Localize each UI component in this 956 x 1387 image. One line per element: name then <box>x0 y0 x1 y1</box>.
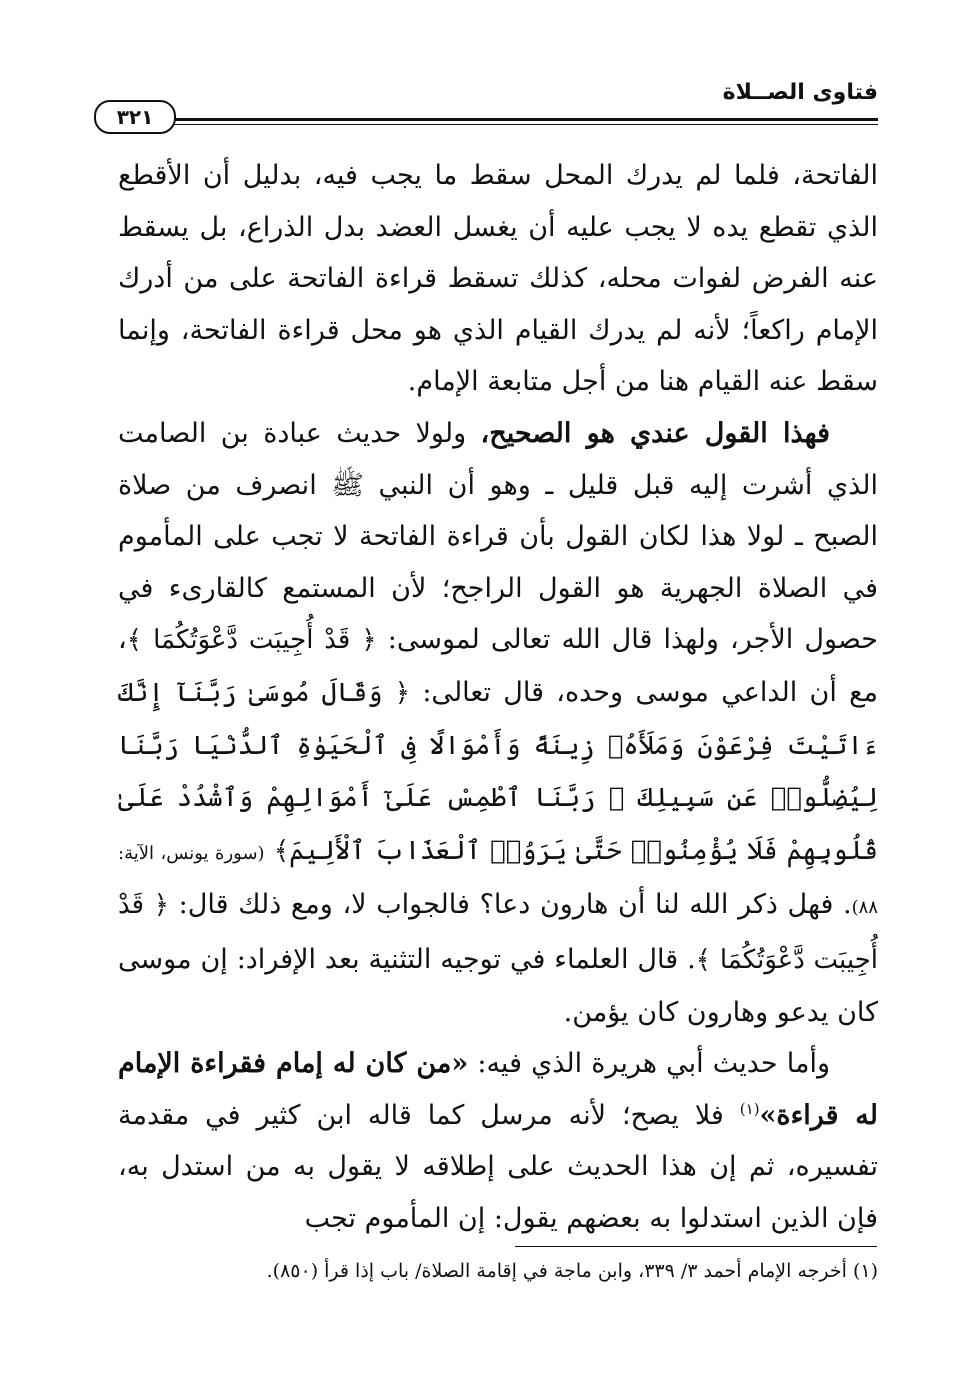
header-rule-thin <box>174 124 878 125</box>
ornate-bracket-close: ﴾ <box>695 944 711 975</box>
paragraph-2-text-b: ، مع أن الداعي موسى وحده، قال تعالى: <box>118 624 878 708</box>
paragraph-1: الفاتحة، فلما لم يدرك المحل سقط ما يجب فيه، بدليل أن الأقطع الذي تقطع يده لا يجب عليه أن يغسل العضد بدل الذراع، بل يسقط عنه الفرض لفوات محله، كذلك تسقط قراءة الفاتحة على من أدرك الإمام راكعاً؛ لأنه لم يدرك القيام الذي هو محل قراءة الفاتحة، وإنما سقط عنه القيام هنا من أجل متابعة الإمام. <box>118 160 878 398</box>
hadith-quote: «من كان له إمام فقراءة الإمام له قراءة» <box>118 1048 879 1131</box>
ornate-bracket-close: ﴾ <box>273 835 290 866</box>
paragraph-2-text-d: . قال العلماء في توجيه التثنية بعد الإفراد: إن موسى كان يدعو وهارون كان يؤمن. <box>118 943 878 1028</box>
main-text <box>118 150 878 1244</box>
quran-quote-short: قَدْ أُجِيبَت دَّعْوَتُكُمَا <box>153 625 351 656</box>
paragraph-3-text-b: فلا يصح؛ لأنه مرسل كما قاله ابن كثير في مقدمة تفسيره، ثم إن هذا الحديث على إطلاقه لا يقول به من استدل به، فإن الذين استدلوا به بعضهم يقول: إن المأموم تجب <box>118 1099 878 1234</box>
ornate-bracket-open: ﴿ <box>394 677 411 708</box>
paragraph-2-text-a: ولولا حديث عبادة بن الصامت الذي أشرت إليه قبل قليل ـ وهو أن النبي ﷺ انصرف من صلاة الصبح ـ لولا هذا لكان القول بأن قراءة الفاتحة لا تجب على المأموم في الصلاة الجهرية هو القول الراجح؛ لأن المستمع كالقارىء في حصول الأجر، ولهذا قال الله تعالى لموسى: <box>118 417 878 656</box>
quran-quote-short-repeat: قَدْ أُجِيبَت دَّعْوَتُكُمَا <box>118 890 878 975</box>
ornate-bracket-close: ﴾ <box>126 625 142 656</box>
page-header <box>88 78 878 128</box>
running-title: فتاوى الصــلاة <box>722 80 878 105</box>
paragraph-3 <box>118 1038 878 1244</box>
ornate-bracket-open: ﴿ <box>361 625 377 656</box>
quran-verse: وَقَالَ مُوسَىٰ رَبَّنَآ إِنَّكَ ءَاتَيْتَ فِرْعَوْنَ وَمَلَأَهُۥ زِينَةً وَأَمْوَالًا فِى ٱلْحَيَوٰةِ ٱلدُّنْيَا رَبَّنَا لِيُضِلُّوا۟ عَن سَبِيلِكَ ۖ رَبَّنَا ٱطْمِسْ عَلَىٰٓ أَمْوَالِهِمْ وَٱشْدُدْ عَلَىٰ قُلُوبِهِمْ فَلَا يُؤْمِنُوا۟ حَتَّىٰ يَرَوُا۟ ٱلْعَذَابَ ٱلْأَلِيمَ <box>118 677 878 866</box>
footnote-reference: (١) <box>739 1099 760 1118</box>
footnote: (١) أخرجه الإمام أحمد ٣/ ٣٣٩، وابن ماجة في إقامة الصلاة/ باب إذا قرأ (٨٥٠). <box>266 1260 878 1282</box>
page-number: ٣٢١ <box>94 100 176 134</box>
paragraph-2 <box>118 408 878 1038</box>
ornate-bracket-open: ﴿ <box>153 890 169 921</box>
paragraph-2-text-c: . فهل ذكر الله لنا أن هارون دعا؟ فالجواب لا، ومع ذلك قال: <box>169 889 852 921</box>
bold-statement: فهذا القول عندي هو الصحيح، <box>480 417 830 449</box>
header-rule <box>174 118 878 121</box>
verse-citation: (سورة يونس، الآية: ٨٨) <box>118 842 878 919</box>
footnote-divider <box>515 1246 877 1247</box>
paragraph-3-text-a: وأما حديث أبي هريرة الذي فيه: <box>468 1048 830 1080</box>
